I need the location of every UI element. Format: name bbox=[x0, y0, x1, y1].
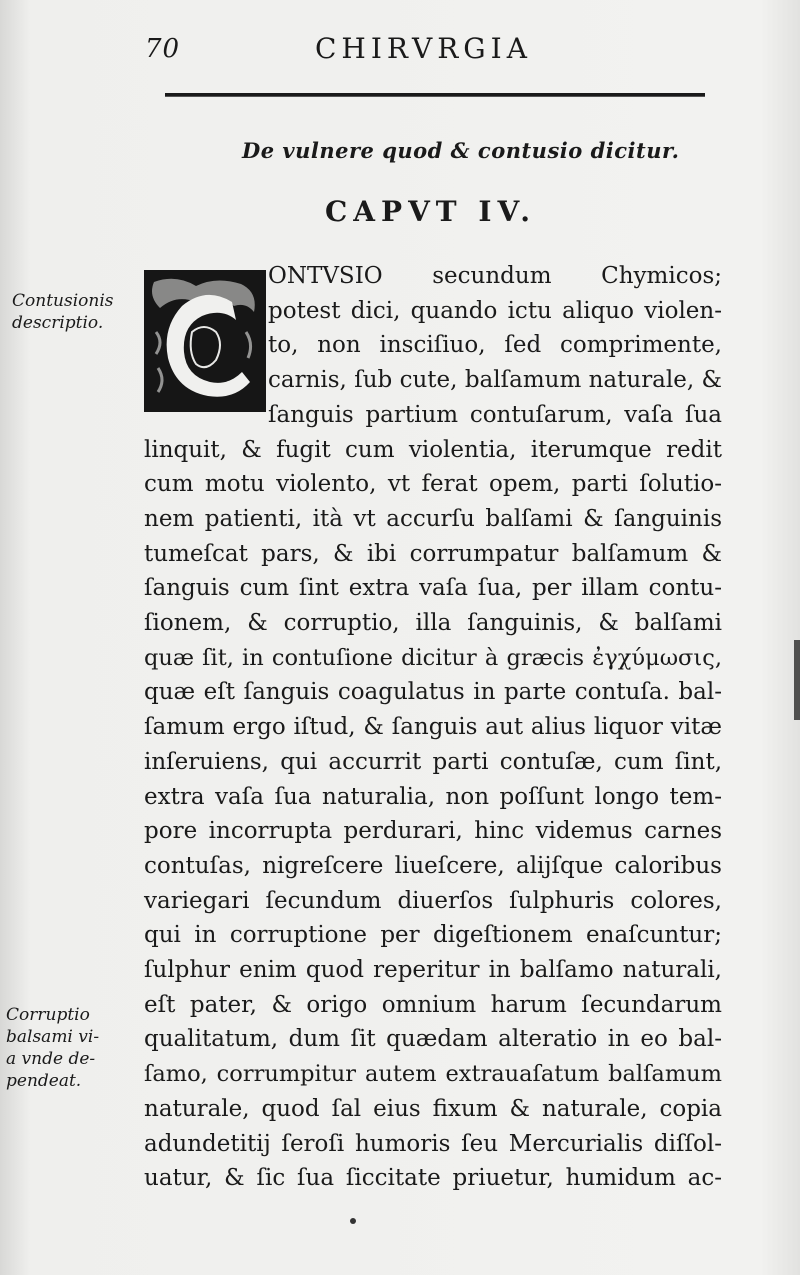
body-line: cum motu violento, vt ferat opem, parti ſolutio- bbox=[144, 471, 722, 498]
margin-note-balsam-corruption bbox=[6, 1004, 99, 1092]
body-line: qualitatum, dum ſit quædam alteratio in eo bal- bbox=[144, 1026, 722, 1053]
body-line: potest dici, quando ictu aliquo violen- bbox=[268, 297, 722, 324]
body-line: ONTVSIO secundum Chymicos; bbox=[268, 263, 722, 289]
signature-dot bbox=[350, 1218, 356, 1224]
body-line: tumeſcat pars, & ibi corrumpatur balſamum & bbox=[144, 540, 722, 567]
body-line: pore incorrupta perdurari, hinc videmus carnes bbox=[144, 818, 722, 845]
body-line: extra vaſa ſua naturalia, non poſſunt longo tem- bbox=[144, 783, 722, 810]
header-rule bbox=[165, 93, 705, 97]
margin-note-line: a vnde de- bbox=[6, 1049, 96, 1069]
body-line: eſt pater, & origo omnium harum ſecundarum bbox=[144, 991, 722, 1018]
body-line: qui in corruptione per digeſtionem enaſcuntur; bbox=[144, 922, 722, 949]
margin-note-contusion-description bbox=[12, 290, 113, 334]
chapter-heading: CAPVT IV. bbox=[325, 195, 537, 228]
decorated-initial-c bbox=[144, 270, 266, 412]
margin-note-line: Corruptio bbox=[6, 1005, 90, 1025]
body-line: ſionem, & corruptio, illa ſanguinis, & balſami bbox=[144, 610, 722, 636]
section-title: De vulnere quod & contusio dicitur. bbox=[242, 138, 680, 163]
body-line: ſamo, corrumpitur autem extrauaſatum balſamum bbox=[144, 1061, 722, 1088]
body-line: carnis, ſub cute, balſamum naturale, & bbox=[268, 367, 722, 394]
body-line: quæ ſit, in contuſione dicitur à græcis ἐγχύμωσις, bbox=[144, 644, 722, 671]
margin-note-line: Contusionis bbox=[12, 291, 114, 311]
body-line: ſulphur enim quod reperitur in balſamo naturali, bbox=[144, 957, 722, 983]
body-line: uatur, & ſic ſua ſiccitate priuetur, humidum ac- bbox=[144, 1165, 722, 1192]
body-line: ſamum ergo iſtud, & ſanguis aut alius liquor vitæ bbox=[144, 714, 722, 741]
page-number: 70 bbox=[145, 34, 181, 64]
running-head bbox=[145, 28, 705, 68]
body-line: to, non insciſiuo, ſed comprimente, bbox=[268, 332, 722, 359]
body-line: contuſas, nigreſcere liueſcere, alijſque caloribus bbox=[144, 852, 722, 879]
ornament-icon bbox=[146, 272, 264, 410]
body-line: ſanguis cum ſint extra vaſa ſua, per illam contu- bbox=[144, 575, 722, 602]
body-line: quæ eſt ſanguis coagulatus in parte contuſa. bal- bbox=[144, 679, 722, 706]
body-line: inſeruiens, qui accurrit parti contuſæ, cum ſint, bbox=[144, 748, 722, 775]
body-line: linquit, & fugit cum violentia, iterumque redit bbox=[144, 436, 722, 463]
margin-note-line: descriptio. bbox=[12, 313, 104, 333]
page-edge-shadow bbox=[794, 640, 800, 720]
body-line: adundetitij ſeroſi humoris ſeu Mercurialis diſſol- bbox=[144, 1130, 722, 1157]
margin-note-line: balsami vi- bbox=[6, 1027, 100, 1047]
body-line: ſanguis partium contuſarum, vaſa ſua bbox=[268, 401, 722, 428]
margin-note-line: pendeat. bbox=[6, 1071, 82, 1091]
running-title: CHIRVRGIA bbox=[315, 32, 532, 65]
body-line: nem patienti, ità vt accurſu balſami & ſanguinis bbox=[144, 505, 722, 532]
body-line: variegari ſecundum diuerſos ſulphuris colores, bbox=[144, 887, 722, 914]
body-line: naturale, quod ſal eius fixum & naturale, copia bbox=[144, 1095, 722, 1122]
